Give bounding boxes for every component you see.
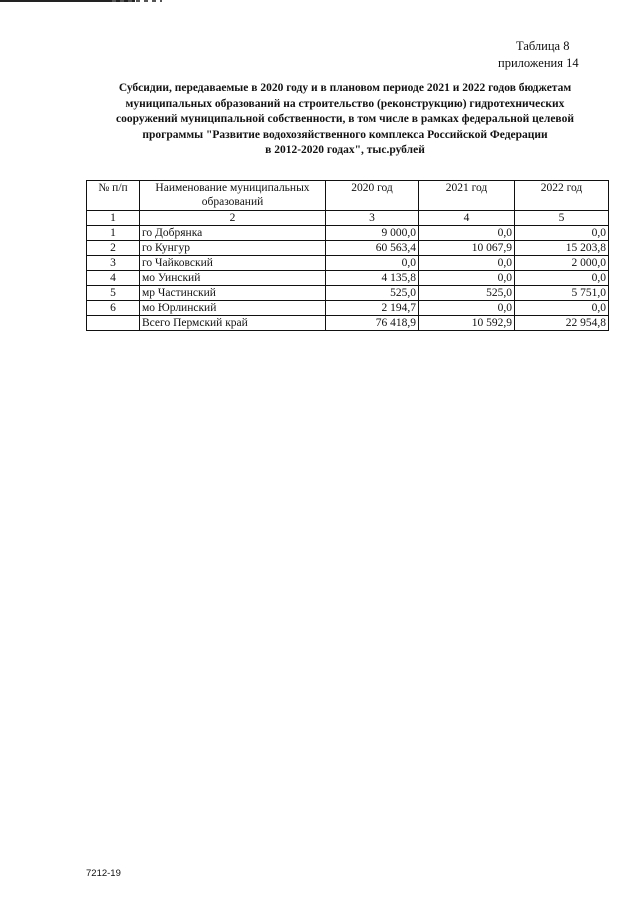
table-row — [87, 256, 609, 271]
header-name: Наименование муниципальных образований — [140, 181, 326, 211]
table-row — [87, 301, 609, 316]
row-2021: 10 067,9 — [419, 241, 515, 256]
row-num: 2 — [87, 241, 140, 256]
row-2021: 0,0 — [419, 301, 515, 316]
row-num: 6 — [87, 301, 140, 316]
row-2021: 0,0 — [419, 256, 515, 271]
column-index: 2 — [140, 211, 326, 226]
row-2020: 525,0 — [326, 286, 419, 301]
column-index: 4 — [419, 211, 515, 226]
header-num: № п/п — [87, 181, 140, 211]
row-num: 5 — [87, 286, 140, 301]
table-header-row — [87, 181, 609, 211]
row-2022: 0,0 — [515, 271, 609, 286]
row-num: 1 — [87, 226, 140, 241]
header-2022: 2022 год — [515, 181, 609, 211]
row-num: 4 — [87, 271, 140, 286]
row-2020: 0,0 — [326, 256, 419, 271]
total-2021: 10 592,9 — [419, 316, 515, 331]
title-line: программы "Развитие водохозяйственного комплекса Российской Федерации — [142, 128, 548, 141]
title-line: сооружений муниципальной собственности, в том числе в рамках федеральной целевой — [116, 113, 574, 126]
column-index-row — [87, 211, 609, 226]
row-2022: 5 751,0 — [515, 286, 609, 301]
row-2020: 4 135,8 — [326, 271, 419, 286]
row-2020: 2 194,7 — [326, 301, 419, 316]
document-title — [100, 81, 590, 159]
appendix-label: приложения 14 — [498, 56, 579, 70]
row-name: мо Юрлинский — [140, 301, 326, 316]
table-row — [87, 226, 609, 241]
row-2021: 525,0 — [419, 286, 515, 301]
row-name: го Кунгур — [140, 241, 326, 256]
total-2020: 76 418,9 — [326, 316, 419, 331]
row-name: го Чайковский — [140, 256, 326, 271]
row-name: мр Частинский — [140, 286, 326, 301]
header-2021: 2021 год — [419, 181, 515, 211]
title-line: Субсидии, передаваемые в 2020 году и в плановом периоде 2021 и 2022 годов бюджетам — [118, 82, 572, 94]
top-dotted-line — [112, 0, 162, 2]
column-index: 5 — [515, 211, 609, 226]
table-reference — [470, 38, 592, 72]
total-num — [87, 316, 140, 331]
row-num: 3 — [87, 256, 140, 271]
table-label: Таблица 8 — [516, 39, 570, 53]
column-index: 3 — [326, 211, 419, 226]
total-name: Всего Пермский край — [140, 316, 326, 331]
total-2022: 22 954,8 — [515, 316, 609, 331]
row-2021: 0,0 — [419, 271, 515, 286]
row-2022: 0,0 — [515, 226, 609, 241]
table-total-row — [87, 316, 609, 331]
document-code: 7212-19 — [86, 868, 121, 879]
row-2020: 9 000,0 — [326, 226, 419, 241]
row-2020: 60 563,4 — [326, 241, 419, 256]
row-2022: 0,0 — [515, 301, 609, 316]
subsidies-table — [86, 180, 609, 331]
row-2021: 0,0 — [419, 226, 515, 241]
row-name: мо Уинский — [140, 271, 326, 286]
row-name: го Добрянка — [140, 226, 326, 241]
table-row — [87, 241, 609, 256]
column-index: 1 — [87, 211, 140, 226]
row-2022: 15 203,8 — [515, 241, 609, 256]
header-2020: 2020 год — [326, 181, 419, 211]
table-row — [87, 286, 609, 301]
table-row — [87, 271, 609, 286]
row-2022: 2 000,0 — [515, 256, 609, 271]
title-line: муниципальных образований на строительство (реконструкцию) гидротехнических — [125, 97, 565, 110]
title-line: в 2012-2020 годах", тыс.рублей — [265, 144, 425, 157]
